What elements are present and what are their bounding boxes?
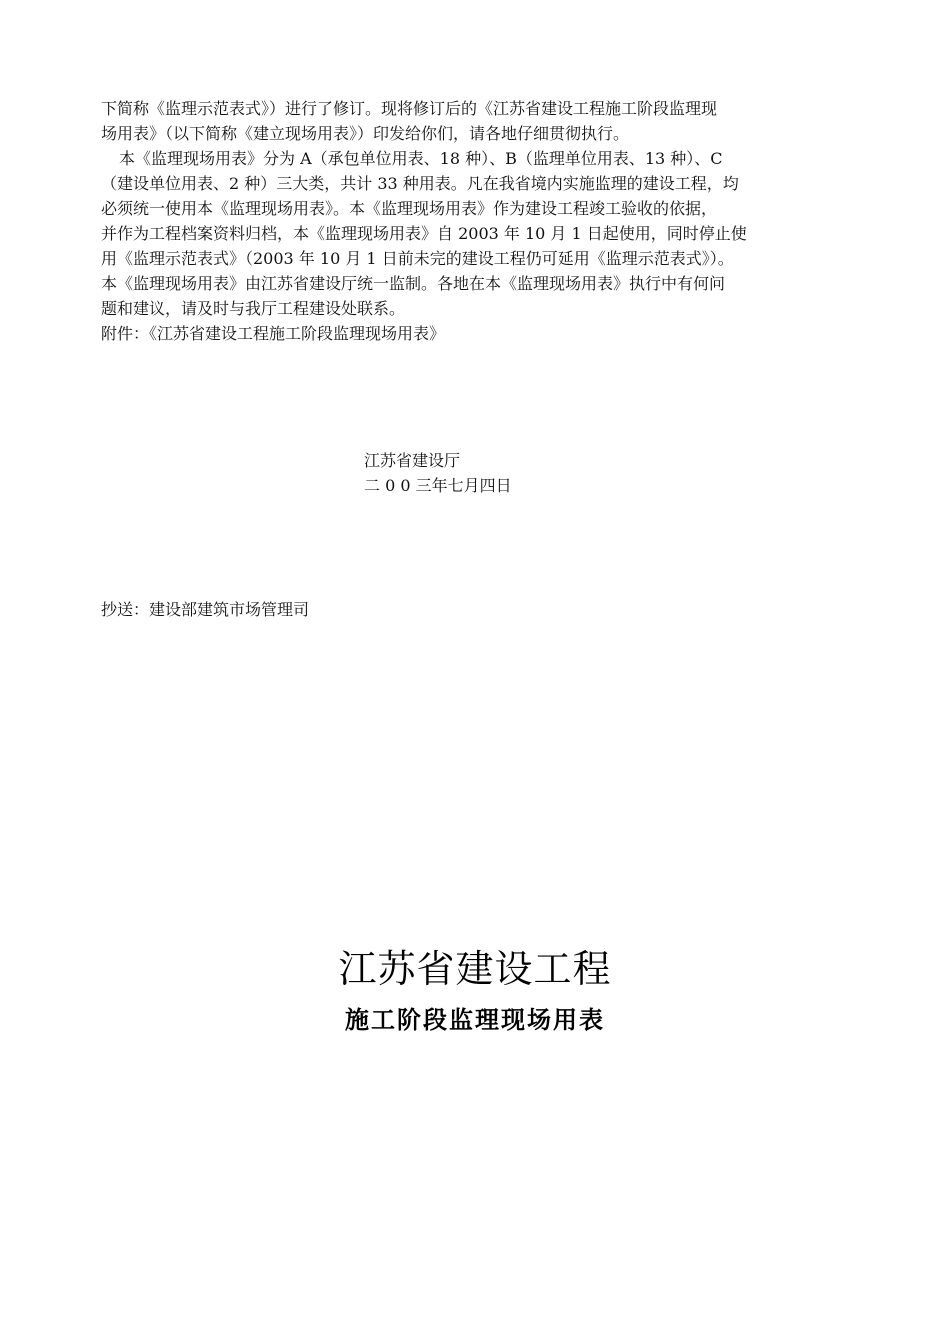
issuer-name: 江苏省建设厅 [364, 451, 461, 470]
letter-line: 场用表》（以下简称《建立现场用表》）印发给你们，请各地仔细贯彻执行。 [101, 124, 630, 143]
letter-line: 并作为工程档案资料归档，本《监理现场用表》自 2003 年 10 月 1 日起使用，同时停止使 [101, 224, 747, 243]
attachment-line: 附件：《江苏省建设工程施工阶段监理现场用表》 [101, 324, 446, 343]
letter-line: 题和建议，请及时与我厅工程建设处联系。 [101, 299, 406, 318]
cc-line: 抄送：建设部建筑市场管理司 [101, 600, 310, 619]
cover-title: 江苏省建设工程 [338, 947, 612, 991]
signature-block [364, 448, 512, 498]
letter-line: 本《监理现场用表》由江苏省建设厅统一监制。各地在本《监理现场用表》执行中有何问 [101, 274, 726, 293]
letter-line: 本《监理现场用表》分为 A（承包单位用表、18 种）、B（监理单位用表、13 种）、C [119, 149, 723, 168]
cover-subtitle: 施工阶段监理现场用表 [345, 1006, 605, 1034]
letter-line: 下简称《监理示范表式》）进行了修订。现将修订后的《江苏省建设工程施工阶段监理现 [101, 99, 718, 118]
letter-line: 用《监理示范表式》（2003 年 10 月 1 日前未完的建设工程仍可延用《监理示范表式》）。 [101, 249, 734, 268]
letter-line: （建设单位用表、2 种）三大类，共计 33 种用表。凡在我省境内实施监理的建设工程，均 [101, 174, 739, 193]
letter-line: 必须统一使用本《监理现场用表》。本《监理现场用表》作为建设工程竣工验收的依据， [101, 199, 718, 218]
issue-date: 二 0 0 三年七月四日 [364, 476, 512, 495]
letter-body [101, 96, 859, 346]
